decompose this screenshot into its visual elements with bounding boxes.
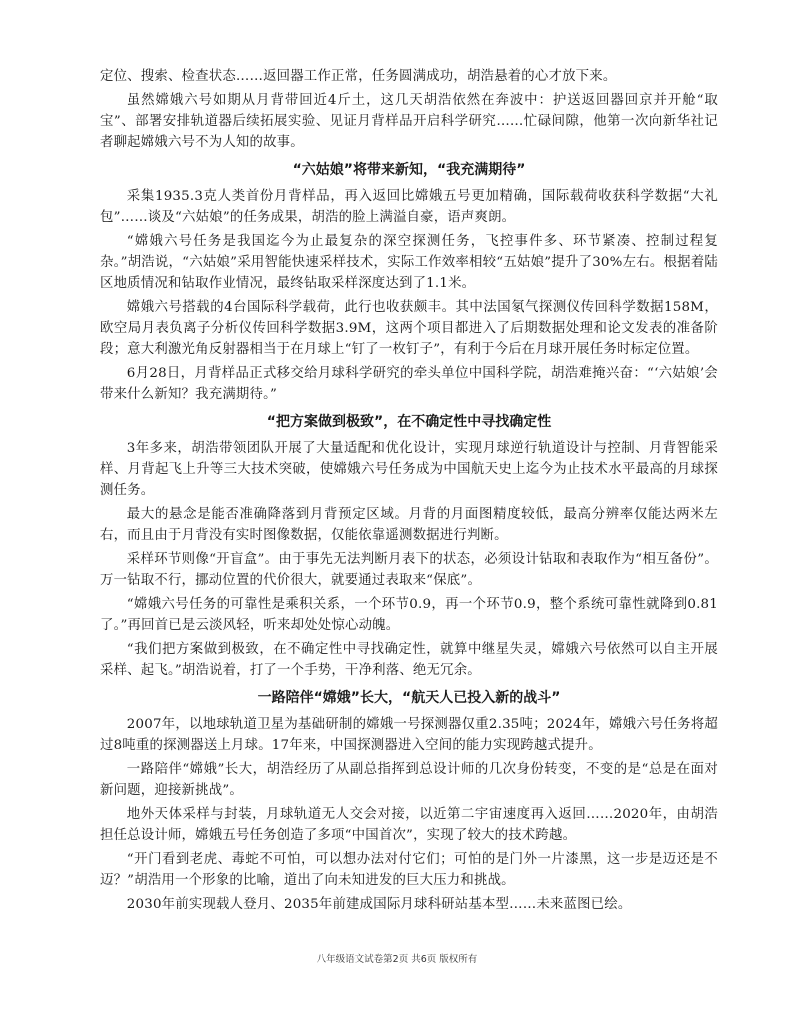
paragraph: 定位、搜索、检查状态……返回器工作正常，任务圆满成功，胡浩悬着的心才放下来。	[100, 69, 617, 84]
paragraph: 虽然嫦娥六号如期从月背带回近4斤土，这几天胡浩依然在奔波中：护送返回器回京并开舱“取宝”、部署安排轨道器后续拓展实验、见证月背样品开启科学研究……忙碌间隙，他第一次向新华社记者聊起嫦娥六号不为人知的故事。	[100, 93, 718, 150]
paragraph: 6月28日，月背样品正式移交给月球科学研究的牵头单位中国科学院，胡浩难掩兴奋：“‘六姑娘’会带来什么新知？我充满期待。”	[100, 366, 718, 402]
paragraph: “嫦娥六号任务的可靠性是乘积关系，一个环节0.9，再一个环节0.9，整个系统可靠性就降到0.81了。”再回首已是云淡风轻，听来却处处惊心动魄。	[100, 597, 718, 633]
paragraph: “嫦娥六号任务是我国迄今为止最复杂的深空探测任务，飞控事件多、环节紧凑、控制过程复杂。”胡浩说，“六姑娘”采用智能快速采样技术，实际工作效率相较“五姑娘”提升了30%左右。根据着陆区地质情况和钻取作业情况，最终钻取采样深度达到了1.1米。	[100, 234, 718, 291]
paragraph: 嫦娥六号搭载的4台国际科学载荷，此行也收获颇丰。其中法国氡气探测仪传回科学数据158M，欧空局月表负离子分析仪传回科学数据3.9M，这两个项目都进入了后期数据处理和论文发表的准备阶段；意大利激光角反射器相当于在月球上“钉了一枚钉子”，有利于今后在月球开展任务时标定位置。	[100, 300, 718, 357]
paragraph: 采样环节则像“开盲盒”。由于事先无法判断月表下的状态，必须设计钻取和表取作为“相互备份”。万一钻取不行，挪动位置的代价很大，就要通过表取来“保底”。	[100, 552, 718, 588]
paragraph: 2030年前实现载人登月、2035年前建成国际月球科研站基本型……未来蓝图已绘。	[126, 897, 632, 912]
paragraph: 2007年，以地球轨道卫星为基础研制的嫦娥一号探测器仅重2.35吨；2024年，嫦娥六号任务将超过8吨重的探测器送上月球。17年来，中国探测器进入空间的能力实现跨越式提升。	[100, 717, 718, 753]
paragraph: 采集1935.3克人类首份月背样品，再入返回比嫦娥五号更加精确，国际载荷收获科学数据“大礼包”……谈及“六姑娘”的任务成果，胡浩的脸上满溢自豪，语声爽朗。	[100, 189, 718, 225]
paragraph: 3年多来，胡浩带领团队开展了大量适配和优化设计，实现月球逆行轨道设计与控制、月背智能采样、月背起飞上升等三大技术突破，使嫦娥六号任务成为中国航天史上迄今为止技术水平最高的月球探测任务。	[100, 441, 718, 498]
paragraph: 最大的悬念是能否准确降落到月背预定区域。月背的月面图精度较低，最高分辨率仅能达两米左右，而且由于月背没有实时图像数据，仅能依靠遥测数据进行判断。	[100, 507, 718, 543]
paragraph: “开门看到老虎、毒蛇不可怕，可以想办法对付它们；可怕的是门外一片漆黑，这一步是迈还是不迈？”胡浩用一个形象的比喻，道出了向未知进发的巨大压力和挑战。	[100, 852, 718, 888]
exam-page-body	[100, 66, 718, 918]
section-heading: 一路陪伴“嫦娥”长大，“航天人已投入新的战斗”	[257, 690, 561, 706]
section-heading: “六姑娘”将带来新知，“我充满期待”	[292, 162, 526, 178]
page-footer: 八年级语文试卷第2页 共6页 版权所有	[316, 954, 478, 965]
paragraph: 一路陪伴“嫦娥”长大，胡浩经历了从副总指挥到总设计师的几次身份转变，不变的是“总是在面对新问题，迎接新挑战”。	[100, 762, 718, 798]
paragraph: “我们把方案做到极致，在不确定性中寻找确定性，就算中继星失灵，嫦娥六号依然可以自主开展采样、起飞。”胡浩说着，打了一个手势，干净利落、绝无冗余。	[100, 642, 718, 678]
section-heading: “把方案做到极致”，在不确定性中寻找确定性	[266, 414, 552, 430]
paragraph: 地外天体采样与封装，月球轨道无人交会对接，以近第二宇宙速度再入返回……2020年，由胡浩担任总设计师，嫦娥五号任务创造了多项“中国首次”，实现了较大的技术跨越。	[100, 807, 718, 843]
